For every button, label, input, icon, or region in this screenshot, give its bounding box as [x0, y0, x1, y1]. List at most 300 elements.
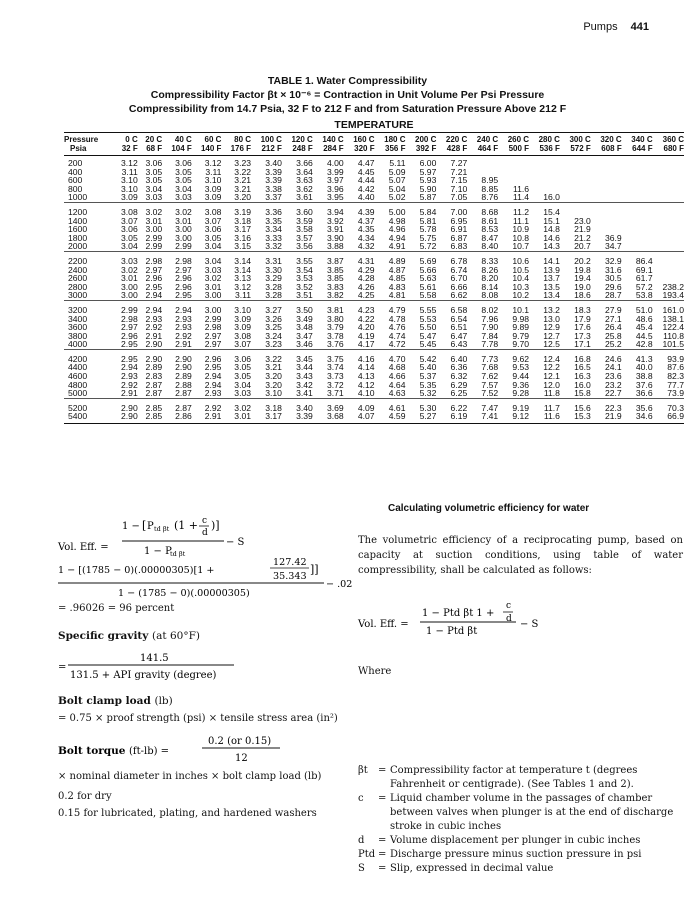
value-cell: 3.09 — [234, 313, 252, 324]
value-cell: 3.01 — [175, 215, 192, 226]
value-cell: 7.47 — [467, 398, 498, 412]
value-cell — [591, 202, 622, 216]
value-cell — [467, 156, 498, 168]
value-cell: 10.2 — [512, 290, 530, 301]
definitions-list — [358, 764, 688, 876]
pressure-cell: 800 — [68, 183, 83, 194]
den-subscript: td βt — [170, 550, 186, 558]
value-cell: 2.91 — [145, 330, 163, 341]
value-cell — [653, 193, 684, 202]
value-cell: 3.03 — [204, 264, 222, 275]
value-cell: 77.7 — [667, 379, 684, 390]
table-row — [64, 291, 684, 300]
pressure-cell: 3600 — [68, 322, 88, 333]
value-cell: 3.72 — [326, 379, 344, 390]
value-cell: 3.42 — [296, 379, 313, 390]
value-cell: 2.97 — [145, 264, 163, 275]
pressure-cell: 2400 — [68, 264, 88, 275]
header-celsius-10: 180 C — [375, 133, 406, 145]
definition-text: Liquid chamber volume in the passages of chamber between valves when plunger is at the end of discharge stroke in cubic inches — [390, 793, 674, 832]
value-cell — [591, 193, 622, 202]
right-vol-eff-svg — [358, 600, 558, 644]
equals-sign: = — [378, 849, 387, 860]
value-cell — [653, 234, 684, 243]
value-cell: 8.33 — [467, 251, 498, 265]
value-cell: 19.0 — [574, 281, 591, 292]
definition-text: Compressibility factor at temperature t (degrees Fahrenheit or centigrade). (See Tables 1 and 2). — [390, 765, 638, 790]
value-cell: 3.96 — [326, 183, 344, 194]
value-cell: 19.4 — [574, 273, 591, 284]
header-celsius-4: 60 C — [192, 133, 222, 145]
value-cell: 3.01 — [204, 281, 222, 292]
value-cell: 69.1 — [635, 264, 653, 275]
value-cell: 7.15 — [450, 175, 468, 186]
value-cell: 4.44 — [357, 175, 375, 186]
value-cell: 3.35 — [265, 215, 282, 226]
value-cell: 4.59 — [375, 412, 406, 423]
value-cell: 3.85 — [326, 264, 344, 275]
header-celsius-12: 220 C — [436, 133, 467, 145]
paren-open: (1 + — [174, 519, 199, 532]
value-cell: 5.00 — [375, 202, 406, 216]
value-cell: 6.78 — [436, 251, 467, 265]
value-cell: 4.98 — [388, 215, 406, 226]
value-cell: 3.09 — [204, 192, 222, 203]
value-cell: 3.13 — [234, 273, 252, 284]
value-cell: 4.40 — [357, 192, 375, 203]
value-cell: 3.68 — [313, 412, 344, 423]
value-cell: 12.4 — [529, 349, 560, 363]
value-cell: 5.87 — [419, 192, 437, 203]
value-cell: 3.54 — [296, 264, 313, 275]
header-celsius-18: 340 C — [622, 133, 653, 145]
value-cell: 7.52 — [481, 388, 499, 399]
value-cell: 3.10 — [121, 175, 138, 186]
pressure-cell: 600 — [68, 175, 83, 186]
value-cell: 8.76 — [481, 192, 499, 203]
value-cell: 9.70 — [512, 339, 530, 350]
value-cell: 4.32 — [357, 241, 375, 252]
value-cell: 35.6 — [622, 398, 653, 412]
value-cell: 3.07 — [234, 339, 252, 350]
value-cell: 5.53 — [419, 313, 437, 324]
value-cell: 8.53 — [481, 224, 499, 235]
bolt-clamp-label — [58, 695, 173, 707]
header-fahrenheit-11: 392 F — [405, 144, 436, 156]
value-cell — [653, 185, 684, 194]
value-cell: 14.1 — [529, 251, 560, 265]
value-cell: 21.2 — [574, 232, 591, 243]
value-cell — [622, 225, 653, 234]
value-cell: 2.96 — [192, 349, 222, 363]
value-cell: 3.00 — [121, 290, 138, 301]
value-cell: 4.64 — [388, 379, 406, 390]
value-cell: 8.47 — [481, 232, 499, 243]
value-cell: 21.9 — [591, 412, 622, 423]
right-ve-numerator: 1 − Ptd βt 1 + — [422, 608, 495, 619]
header-celsius-2: 20 C — [138, 133, 162, 145]
value-cell: 8.40 — [481, 241, 499, 252]
value-cell: 3.02 — [221, 398, 251, 412]
value-cell: 2.90 — [175, 362, 192, 373]
value-cell: 3.90 — [326, 232, 344, 243]
value-cell: 3.15 — [234, 241, 252, 252]
value-cell: 2.99 — [145, 241, 163, 252]
value-cell: 3.94 — [313, 202, 344, 216]
value-cell: 2.89 — [145, 362, 163, 373]
value-cell: 5.02 — [388, 192, 406, 203]
value-cell: 3.18 — [251, 398, 282, 412]
value-cell: 12.5 — [543, 339, 560, 350]
value-cell: 2.95 — [175, 290, 192, 301]
sg-eq: = — [58, 662, 67, 673]
right-ve-denominator: 1 − Ptd βt — [426, 626, 478, 637]
value-cell: 3.29 — [265, 273, 282, 284]
value-cell: 4.81 — [388, 290, 406, 301]
value-cell: 3.63 — [296, 175, 313, 186]
value-cell: 13.5 — [543, 281, 560, 292]
value-cell: 3.95 — [326, 192, 344, 203]
header-celsius-7: 120 C — [282, 133, 313, 145]
value-cell: 2.90 — [138, 349, 162, 363]
value-cell: 4.63 — [388, 388, 406, 399]
value-cell: 3.37 — [265, 192, 282, 203]
value-cell: 2.92 — [192, 398, 222, 412]
compressibility-table — [64, 132, 684, 424]
value-cell: 3.73 — [326, 371, 344, 382]
value-cell: 2.91 — [175, 339, 192, 350]
bolt-torque-label: Bolt torque — [58, 745, 126, 757]
value-cell: 7.05 — [450, 192, 468, 203]
value-cell: 4.28 — [357, 273, 375, 284]
value-cell: 3.75 — [313, 349, 344, 363]
value-cell: 3.01 — [145, 215, 163, 226]
value-cell: 10.7 — [512, 241, 530, 252]
value-cell: 3.28 — [265, 281, 282, 292]
value-cell: 8.61 — [481, 215, 499, 226]
value-cell: 3.09 — [234, 322, 252, 333]
value-cell: 3.97 — [326, 175, 344, 186]
value-cell: 2.94 — [204, 379, 222, 390]
value-cell: 4.35 — [357, 224, 375, 235]
value-cell: 9.36 — [512, 379, 530, 390]
value-cell: 3.07 — [204, 215, 222, 226]
pressure-cell: 4000 — [68, 339, 88, 350]
value-cell: 11.7 — [529, 398, 560, 412]
value-cell: 4.22 — [357, 313, 375, 324]
value-cell: 16.0 — [543, 192, 560, 203]
value-cell: 6.74 — [450, 264, 468, 275]
value-cell: 17.9 — [574, 313, 591, 324]
value-cell: 14.3 — [543, 241, 560, 252]
value-cell: 3.17 — [234, 224, 252, 235]
value-cell: 5.61 — [419, 281, 437, 292]
value-cell: 23.0 — [574, 215, 591, 226]
value-cell: 2.83 — [145, 371, 163, 382]
bolt-torque-num: 0.2 (or 0.15) — [208, 736, 272, 747]
value-cell: 20.2 — [560, 251, 591, 265]
value-cell: 2.98 — [162, 251, 192, 265]
value-cell: 5.75 — [419, 232, 437, 243]
value-cell: 3.03 — [145, 192, 163, 203]
value-cell: 4.09 — [344, 398, 375, 412]
value-cell — [591, 217, 622, 226]
value-cell — [653, 217, 684, 226]
header-celsius-19: 360 C — [653, 133, 684, 145]
value-cell: 53.8 — [635, 290, 653, 301]
value-cell: 3.58 — [296, 224, 313, 235]
value-cell: 3.02 — [162, 202, 192, 216]
header-celsius-9: 160 C — [344, 133, 375, 145]
value-cell: 9.44 — [512, 371, 530, 382]
value-cell: 66.9 — [653, 412, 684, 423]
value-cell: 14.8 — [543, 224, 560, 235]
value-cell: 3.43 — [296, 371, 313, 382]
header-fahrenheit-1: 32 F — [114, 144, 138, 156]
value-cell: 2.99 — [175, 241, 192, 252]
value-cell — [560, 168, 591, 177]
value-cell: 7.84 — [481, 330, 499, 341]
value-cell: 34.6 — [622, 412, 653, 423]
value-cell: 3.05 — [204, 232, 222, 243]
value-cell: 82.3 — [667, 371, 684, 382]
value-cell: 5.07 — [388, 175, 406, 186]
value-cell: 3.05 — [121, 232, 138, 243]
value-cell: 10.5 — [512, 264, 530, 275]
value-cell: 6.25 — [450, 388, 468, 399]
equals-sign: = — [378, 793, 387, 804]
bolt-clamp-label-text: Bolt clamp load — [58, 695, 151, 707]
value-cell: 5.78 — [419, 224, 437, 235]
value-cell: 2.97 — [204, 330, 222, 341]
where-label: Where — [358, 666, 392, 677]
value-cell: 2.93 — [121, 371, 138, 382]
value-cell — [622, 217, 653, 226]
right-ve-c: c — [506, 601, 512, 611]
value-cell: 2.90 — [114, 412, 138, 423]
value-cell: 3.11 — [121, 166, 138, 177]
header-fahrenheit-4: 140 F — [192, 144, 222, 156]
value-cell: 9.62 — [498, 349, 529, 363]
value-cell: 4.23 — [344, 300, 375, 314]
value-cell: 2.97 — [204, 339, 222, 350]
value-cell: 8.02 — [467, 300, 498, 314]
value-cell: 3.47 — [296, 330, 313, 341]
value-cell: 3.20 — [234, 192, 252, 203]
value-cell: 4.17 — [357, 339, 375, 350]
value-cell: 5.30 — [405, 398, 436, 412]
value-cell — [622, 193, 653, 202]
value-cell: 3.08 — [192, 202, 222, 216]
value-cell — [560, 156, 591, 168]
header-fahrenheit-9: 320 F — [344, 144, 375, 156]
pressure-cell: 4400 — [68, 362, 88, 373]
value-cell: 4.07 — [344, 412, 375, 423]
value-cell: 3.48 — [296, 322, 313, 333]
value-cell — [653, 225, 684, 234]
value-cell: 10.8 — [512, 232, 530, 243]
value-cell: 6.32 — [450, 371, 468, 382]
value-cell: 11.4 — [512, 192, 530, 203]
value-cell: 24.1 — [604, 362, 622, 373]
value-cell: 2.92 — [175, 330, 192, 341]
value-cell — [560, 185, 591, 194]
value-cell: 3.62 — [296, 183, 313, 194]
value-cell: 2.98 — [138, 251, 162, 265]
value-cell: 4.66 — [388, 371, 406, 382]
sg-condition: (at 60°F) — [152, 630, 200, 642]
value-cell: 9.98 — [512, 313, 530, 324]
header-fahrenheit-16: 572 F — [560, 144, 591, 156]
header-fahrenheit-6: 212 F — [251, 144, 282, 156]
definition-symbol: βt — [358, 765, 368, 776]
table-row — [64, 398, 684, 412]
pressure-cell: 3200 — [64, 300, 114, 314]
value-cell: 4.78 — [388, 313, 406, 324]
value-cell: 5.27 — [405, 412, 436, 423]
value-cell: 2.95 — [114, 349, 138, 363]
value-cell: 4.20 — [357, 322, 375, 333]
table-row — [64, 193, 684, 202]
value-cell: 4.14 — [357, 362, 375, 373]
equals-sign: = — [378, 835, 387, 846]
value-cell: 3.33 — [265, 232, 282, 243]
value-cell: 7.96 — [481, 313, 499, 324]
value-cell: 4.16 — [344, 349, 375, 363]
value-cell: 7.41 — [467, 412, 498, 423]
value-cell: 3.39 — [265, 175, 282, 186]
value-cell: 5.93 — [419, 175, 437, 186]
value-cell — [653, 251, 684, 265]
value-cell: 3.01 — [121, 273, 138, 284]
value-cell: 3.99 — [326, 166, 344, 177]
pressure-cell: 1800 — [68, 232, 88, 243]
value-cell — [560, 202, 591, 216]
value-cell: 27.9 — [591, 300, 622, 314]
value-cell: 3.56 — [296, 241, 313, 252]
vol-eff-result: = .96026 = 96 percent — [58, 603, 175, 614]
header-celsius-8: 140 C — [313, 133, 344, 145]
value-cell: 3.52 — [296, 281, 313, 292]
value-cell — [622, 185, 653, 194]
value-cell: 3.78 — [326, 330, 344, 341]
pressure-cell: 3400 — [68, 313, 88, 324]
value-cell: 2.99 — [204, 313, 222, 324]
value-cell: 4.68 — [388, 362, 406, 373]
value-cell: 6.58 — [436, 300, 467, 314]
value-cell: 7.68 — [481, 362, 499, 373]
value-cell: 3.20 — [265, 379, 282, 390]
value-cell: 5.45 — [419, 339, 437, 350]
value-cell: 5.50 — [419, 322, 437, 333]
definition-item — [358, 848, 688, 862]
value-cell: 3.12 — [204, 158, 222, 168]
value-cell: 5.69 — [405, 251, 436, 265]
value-cell: 17.3 — [574, 330, 591, 341]
worked-frac-den: 35.343 — [273, 571, 307, 582]
value-cell: 4.12 — [357, 379, 375, 390]
value-cell: 6.87 — [450, 232, 468, 243]
value-cell: 41.3 — [622, 349, 653, 363]
pressure-cell: 1400 — [68, 215, 88, 226]
value-cell: 3.06 — [204, 224, 222, 235]
value-cell: 16.0 — [574, 379, 591, 390]
value-cell: 3.79 — [326, 322, 344, 333]
value-cell: 3.87 — [313, 251, 344, 265]
value-cell — [560, 193, 591, 202]
minus-s: − S — [226, 537, 245, 548]
value-cell: 3.10 — [121, 183, 138, 194]
value-cell: 3.07 — [121, 215, 138, 226]
value-cell: 5.47 — [419, 330, 437, 341]
value-cell: 44.5 — [635, 330, 653, 341]
value-cell: 3.45 — [282, 349, 313, 363]
value-cell: 2.90 — [114, 398, 138, 412]
pressure-cell: 5000 — [68, 388, 88, 399]
value-cell: 3.80 — [326, 313, 344, 324]
value-cell: 6.40 — [436, 349, 467, 363]
value-cell: 11.6 — [529, 412, 560, 423]
p-symbol: P — [147, 521, 154, 532]
c-symbol: c — [202, 516, 208, 526]
value-cell: 3.11 — [234, 290, 252, 301]
value-cell: 3.08 — [114, 202, 138, 216]
value-cell: 3.28 — [265, 290, 282, 301]
value-cell: 6.66 — [450, 281, 468, 292]
value-cell: 4.70 — [375, 349, 406, 363]
value-cell: 10.1 — [498, 300, 529, 314]
value-cell: 3.25 — [265, 322, 282, 333]
pressure-cell: 3800 — [68, 330, 88, 341]
value-cell: 3.49 — [296, 313, 313, 324]
value-cell: 5.37 — [419, 371, 437, 382]
value-cell: 4.89 — [375, 251, 406, 265]
table-row — [64, 412, 684, 423]
value-cell: 3.00 — [145, 224, 163, 235]
value-cell: 7.62 — [481, 371, 499, 382]
value-cell: 2.87 — [162, 398, 192, 412]
value-cell: 9.89 — [512, 322, 530, 333]
value-cell: 11.2 — [498, 202, 529, 216]
value-cell: 3.00 — [175, 224, 192, 235]
value-cell: 6.36 — [450, 362, 468, 373]
value-cell: 48.6 — [635, 313, 653, 324]
value-cell: 3.61 — [296, 192, 313, 203]
value-cell — [560, 176, 591, 185]
definition-text: Volume displacement per plunger in cubic inches — [390, 835, 641, 846]
value-cell: 3.39 — [282, 412, 313, 423]
value-cell: 2.95 — [145, 281, 163, 292]
value-cell: 12.0 — [543, 379, 560, 390]
value-cell: 15.8 — [574, 388, 591, 399]
header-celsius-0: Pressure — [64, 133, 114, 145]
value-cell: 3.82 — [326, 290, 344, 301]
value-cell: 15.3 — [560, 412, 591, 423]
value-cell: 7.90 — [481, 322, 499, 333]
value-cell: 38.8 — [635, 371, 653, 382]
value-cell: 36.9 — [604, 232, 622, 243]
table-row — [64, 156, 684, 168]
value-cell: 2.92 — [121, 379, 138, 390]
definition-symbol: c — [358, 793, 364, 804]
value-cell: 4.13 — [357, 371, 375, 382]
table-row — [64, 349, 684, 363]
value-cell: 32.9 — [591, 251, 622, 265]
value-cell: 6.95 — [450, 215, 468, 226]
value-cell: 6.19 — [436, 412, 467, 423]
value-cell: 3.00 — [204, 290, 222, 301]
sg-formula-svg — [58, 648, 238, 688]
